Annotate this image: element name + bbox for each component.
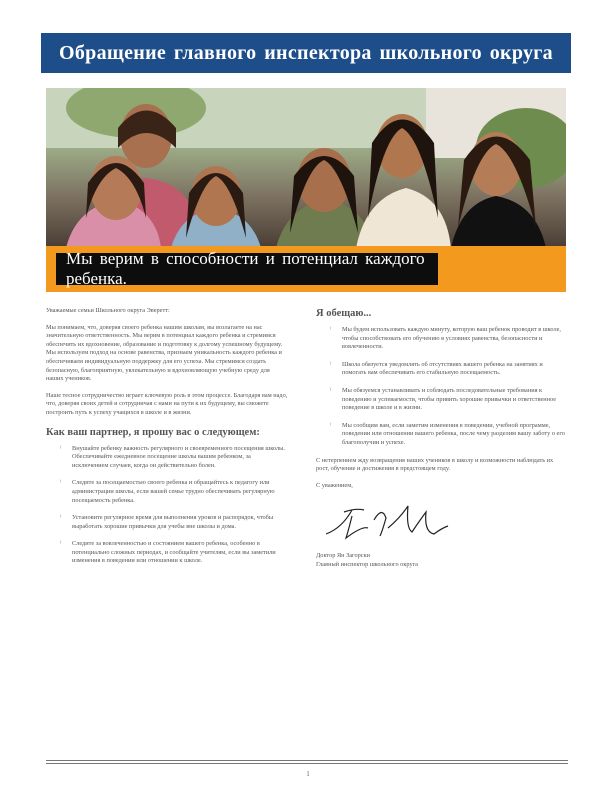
list-item: ᶠ Школа обязуется уведомлять об отсутствиях вашего ребенка на занятиях и помогать вам обеспечивать его стабильную посещаемость.	[330, 360, 543, 377]
bullet-icon: ᶠ	[60, 515, 62, 522]
footer-divider	[46, 760, 568, 761]
page-number: 1	[306, 770, 310, 778]
greeting: Уважаемые семьи Школьного округа Эверетт:	[46, 307, 170, 314]
list-item: ᶠ Мы будем использовать каждую минуту, которую ваш ребенок проводит в школе, чтобы способствовать его обучению в условиях равенства, безопасности и вовлеченности.	[330, 326, 561, 351]
list-item: ᶠ Следите за посещаемостью своего ребенка и обращайтесь к педагогу или администрации школы, если вашей семье трудно обеспечивать регулярную посещаемость ребенка.	[60, 479, 275, 504]
bullet-icon: ᶠ	[330, 361, 332, 368]
signature-icon	[322, 498, 566, 548]
bullet-icon: ᶠ	[330, 422, 332, 429]
partnership-paragraph: Наше тесное сотрудничество играет ключевую роль в этом процессе. Благодаря вам надо, что, доверяя своих детей и сотрудничая с нами на пути к их будущему, вы сможете построить путь к успеху учащихся в школе и в жизни.	[46, 391, 288, 416]
bullet-icon: ᶠ	[60, 445, 62, 452]
list-item: ᶠ Мы обязуемся устанавливать и соблюдать последовательные требования к поведению и успеваемости, чтобы привить хорошие привычки и ответственное поведение в школе и в жизни.	[330, 386, 557, 412]
list-item: ᶠ Установите регулярное время для выполнения уроков и распорядок, чтобы выработать хорошие привычки для учебы вне школы и дома.	[60, 514, 274, 530]
group-photo-icon	[46, 88, 566, 248]
title-word-4: школьного	[379, 41, 482, 64]
list-item: ᶠ Мы сообщим вам, если заметим изменения в поведении, учебной программе, поведении или отношении вашего ребенка, после чему разделим вашу заботу о его благополучии и успехе.	[330, 421, 565, 446]
bullet-icon: ᶠ	[60, 480, 62, 487]
bullet-icon: ᶠ	[330, 387, 332, 394]
title-word-3: инспектора	[264, 41, 372, 64]
title-banner	[41, 33, 571, 73]
promise-heading: Я обещаю...	[316, 308, 372, 319]
requests-list	[46, 445, 288, 567]
closing-paragraph: С нетерпением жду возвращения наших учеников в школу и возможности наблюдать их рост, обучение и достижения в предстоящем году.	[316, 456, 554, 473]
signer-title: Главный инспектор школьного округа	[316, 560, 418, 568]
tagline: Мы верим в способности и потенциал каждого ребенка.	[56, 253, 438, 285]
requests-heading: Как ваш партнер, я прошу вас о следующем:	[46, 426, 260, 438]
regards: С уважением,	[316, 481, 353, 489]
list-item: ᶠ Следите за вовлеченностью и состоянием вашего ребенка, особенно в потенциально сложных периодах, и сообщайте учителям, если вы заметили изменения в поведении или отношении к школе.	[60, 540, 276, 565]
promise-list	[316, 326, 566, 448]
bullet-icon: ᶠ	[330, 327, 332, 333]
bullet-icon: ᶠ	[60, 541, 62, 548]
signer-name: Доктор Ян Загорски	[316, 551, 370, 559]
list-item: ᶠ Внушайте ребенку важность регулярного и своевременного посещения школы. Обеспечивайте ежедневное посещение школы вашим ребенком, за исключением случаев, когда он действительно болен.	[60, 444, 285, 469]
intro-paragraph: Мы понимаем, что, доверяя своего ребенка нашим школам, вы возлагаете на нас значительную ответственность. Мы верим в потенциал каждого ребенка и стремимся обеспечить их вдохновение, образование и подготовку к долгому успешному будущему. Мы используем подход на основе равенства, признаем уникальность каждого ребенка и обеспечиваем индивидуальную поддержку для его успеха. Мы стремимся создать безопасную, благоприятную, увлекательную и вдохновляющую учебную среду для наших учеников.	[46, 323, 283, 383]
left-column	[46, 307, 288, 575]
title-word-5: округа	[489, 41, 553, 64]
title-word-2: главного	[173, 41, 257, 64]
right-column	[316, 307, 566, 569]
hero-photo	[46, 88, 566, 248]
title-word-1: Обращение	[59, 41, 167, 64]
footer-divider	[46, 763, 568, 764]
